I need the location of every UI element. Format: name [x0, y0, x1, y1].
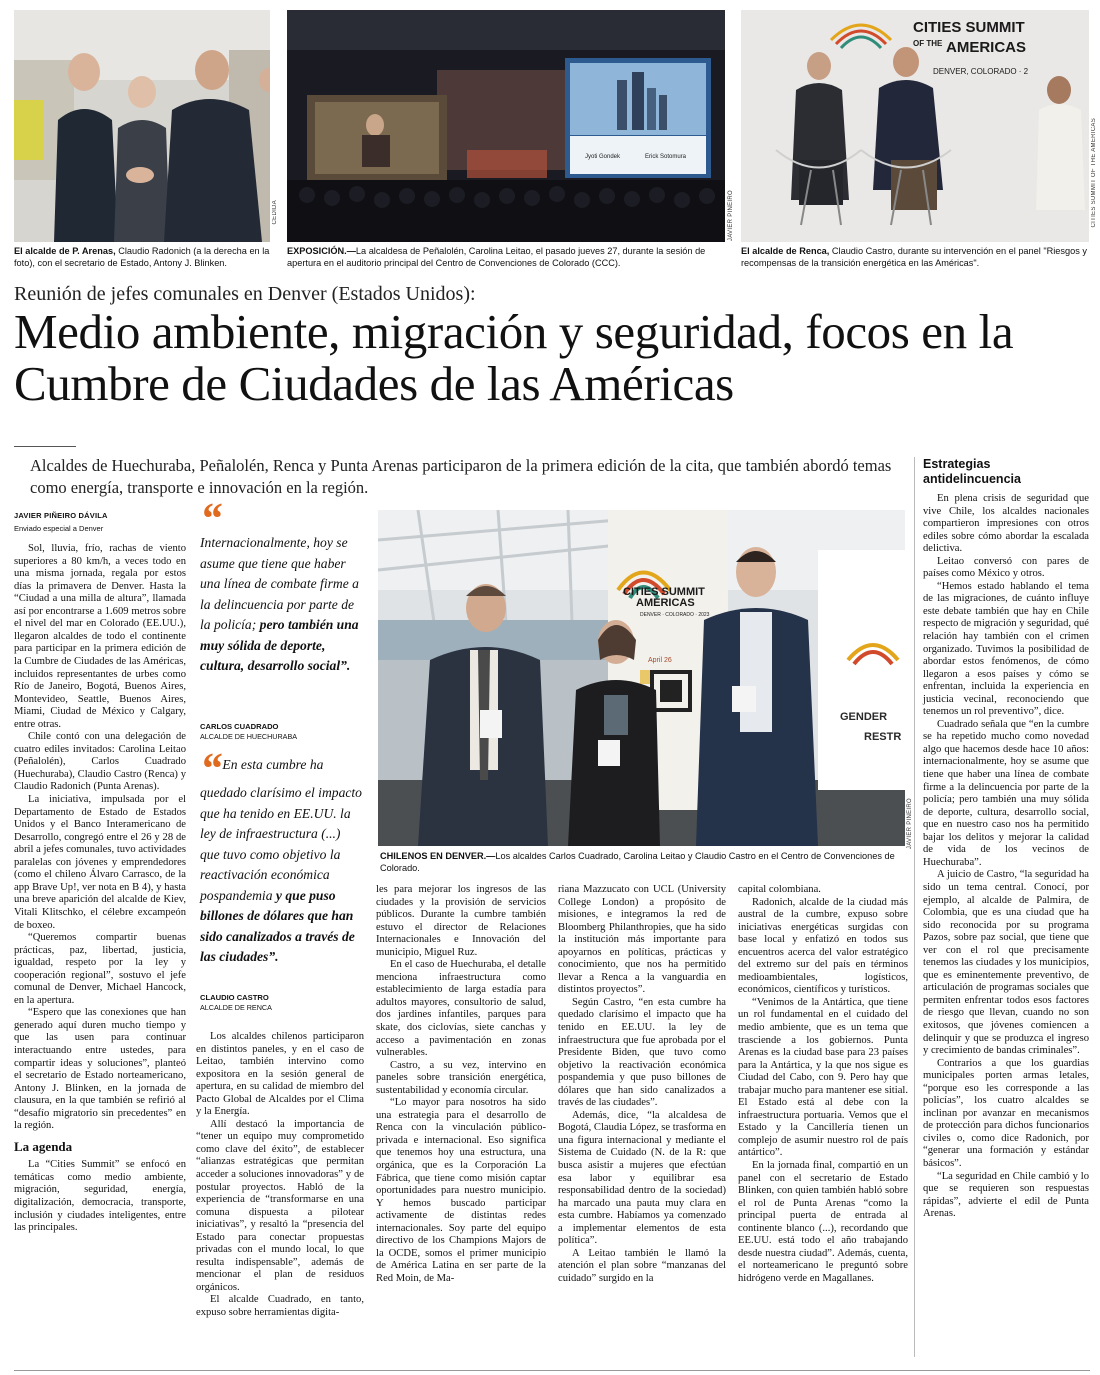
col6-paragraph: A juicio de Castro, “la seguridad ha sido un tema central. Conocí, por ejemplo, al alcalde de Palmira, de Colombia, que es una ciudad que ha sido reconocida por su programa Pazos, sobre paz social, que tiene que ver con el rol que precisamente tenemos las ciudades y los municipios, que es eminentemente preventivo, de articulación de programas sociales que permiten enfrentar todos esos factores de riesgo que llevan, cuando no son exitosos, que jóvenes comiencen a delinquir y que se produzca el ingreso y crecimiento de bandas criminales”.: [923, 869, 1089, 1057]
quote-cuadrado-highlight: pero también una muy sólida de deporte, cultura, desarrollo social”.: [200, 617, 359, 673]
col1-paragraph: “Espero que las conexiones que han generado aquí duren mucho tiempo y que las usen para continuar interactuando entre ustedes, para compartir ideas y soluciones”, planteó el secretario de Estado norteamericano, Antony J. Blinken, en la jornada de clausura, en la que también se refirió al “desafío migratorio sin precedentes” en la región.: [14, 1007, 186, 1132]
col4-paragraph: Además, dice, “la alcaldesa de Bogotá, Claudia López, se trasforma en una figura internacional y mediante el Sistema de Cuidado (N. de la R: que busca asistir a mujeres que efectúan esa labor y equilibrar esa responsabilidad dentro de la sociedad) ha marcado una pauta muy clara en esta cumbre. Habíamos ya comenzado a implementar elementos de esta política”.: [558, 1109, 726, 1247]
caption-chilenos-lead: CHILENOS EN DENVER.—: [380, 851, 496, 861]
headline: Medio ambiente, migración y seguridad, focos en la Cumbre de Ciudades de las Américas: [14, 304, 1014, 411]
photo-credit-cities-summit: CITIES SUMMIT OF THE AMERICAS: [1091, 118, 1097, 228]
col4-paragraph: Según Castro, “en esta cumbre ha quedado clarísimo el impacto que ha tenido en EE.UU. la ley de infraestructura que fue aprobada por el Presidente Biden, que tuvo como objetivo la reactivación económica pospandemia y que puso billones de dólares que han sido canalizados a través de las ciudades”.: [558, 996, 726, 1109]
deck: Alcaldes de Huechuraba, Peñalolén, Renca y Punta Arenas participaron de la primera edición de la cita, que también abordó temas como energía, transporte e innovación en la región.: [30, 456, 892, 497]
column-5: [738, 884, 908, 1286]
photo-chilenos-illustration: [378, 510, 905, 846]
bottom-rule: [14, 1370, 1090, 1371]
caption-exposicion: [287, 245, 725, 269]
quote-castro: [200, 744, 362, 968]
col1-paragraph: “Queremos compartir buenas prácticas, paz, libertad, justicia, igualdad, respeto por la ley y cooperación regional”, sostuvo el jefe comunal de Denver, Michael Hancock, en la apertura.: [14, 932, 186, 1006]
col4-paragraph: riana Mazzucato con UCL (University College London) a propósito de misiones, e integramos la red de Bloomberg Philanthropies, que ha sido la institución más importante para apoyarnos en políticas, prácticas y conocimiento, que nos ha permitido llevar a Renca a la vanguardia en distintos proyectos”.: [558, 884, 726, 996]
photo-auditorium: [287, 10, 725, 242]
quote-cuadrado-role: ALCALDE DE HUECHURABA: [200, 732, 298, 741]
col2-paragraph: Allí destacó la importancia de “tener un equipo muy comprometido como clave del éxito”, de establecer “alianzas estratégicas que permitan acceder a soluciones innovadoras” y de postular proyectos. Habló de la experiencia de “transformarse en una comuna dispuesta a pilotear iniciativas”, y resaltó la “presencia del Estado para conectar propuestas privadas con el mundo local, lo que resulta indispensable”, además de mencionar el plan de residuos orgánicos.: [196, 1118, 364, 1293]
banner-of-the: OF THE: [913, 39, 943, 48]
caption-blinken: [14, 245, 274, 269]
col5-paragraph: Radonich, alcalde de la ciudad más austral de la cumbre, expuso sobre iniciativas energéticas surgidas con base local y enfatizó en todos sus encuentros acerca del valor estratégico del extremo sur del país en términos medioambientales, logísticos, económicos, científicos y turísticos.: [738, 896, 908, 996]
screen-speaker-2: Erick Sotomura: [645, 154, 687, 160]
screen-speaker-1: Jyoti Gondek: [585, 154, 621, 160]
column-2: [196, 1031, 364, 1320]
col3-paragraph: En el caso de Huechuraba, el detalle menciona infraestructura como establecimiento de larga estadía para adultos mayores, consultorio de salud, dos jardines infantiles, parques para skate, dos ciclovías, siete canchas y acceso a pavimentación en zonas vulnerables.: [376, 959, 546, 1059]
col6-paragraph: Cuadrado señala que “en la cumbre se ha repetido mucho como novedad algo que hacemos desde hace 10 años: internacionalmente, hoy se asume que tiene que haber una línea de combate firme a la delincuencia por parte de la policía; pero también una muy sólida de deporte, cultura, desarrollo social, que en nuestro caso nos ha permitido bajar los delitos y mejorar la calidad de vida de los vecinos de Huechuraba”.: [923, 718, 1089, 868]
col4-paragraph: A Leitao también le llamó la atención el plan sobre “manzanas del cuidado” surgido en la: [558, 1247, 726, 1284]
quote-cuadrado-name: CARLOS CUADRADO: [200, 722, 279, 731]
rule-under-headline: [14, 446, 76, 447]
col6-paragraph: “La seguridad en Chile cambió y lo que se requieren son respuestas rápidas”, advierte el edil de Punta Arenas.: [923, 1170, 1089, 1220]
photo-renca-panel-illustration: [741, 10, 1089, 242]
main-banner-cities-summit: CITIES SUMMIT: [623, 586, 705, 598]
quote-castro-name: CLAUDIO CASTRO: [200, 993, 269, 1002]
main-sign-gender: GENDER: [840, 711, 888, 723]
photo-credit-cedida: CEDIDA: [272, 200, 278, 225]
caption-renca-text: Claudio Castro, durante su intervención en el panel "Riesgos y recompensas de la transición energética en las Américas".: [741, 246, 1087, 268]
banner-denver: DENVER, COLORADO · 2: [933, 67, 1029, 76]
photo-blinken-illustration: [14, 10, 270, 242]
col6-paragraph: “Hemos estado hablando el tema de las migraciones, de cuánto influye este debate también que hay en Chile respecto de migración y seguridad, qué relación hay también con el crimen organizado. Tuvimos la posibilidad de abordar estos fenómenos, de cómo llegaron a esos países y cómo se enfrentan, incluida la experiencia en justicia vecinal, reconociendo que tenemos un rol preventivo”, dice.: [923, 580, 1089, 718]
caption-chilenos-text: Los alcaldes Carlos Cuadrado, Carolina Leitao y Claudio Castro en el Centro de Convenciones de Colorado.: [380, 851, 895, 873]
col5-paragraph: En la jornada final, compartió en un panel con el secretario de Estado Blinken, con quien también habló sobre el rol de Punta Arenas “como la principal puerta de entrada al continente blanco (...), recordando que EE.UU. está todo el año trabajando desde nuestra ciudad”. Además, cuenta, el norteamericano le preguntó sobre hidrógeno verde en Magallanes.: [738, 1160, 908, 1284]
main-sign-restr: RESTR: [864, 731, 902, 743]
col6-paragraph: Leitao conversó con pares de países como México y otros.: [923, 555, 1089, 580]
main-sign-date: April 26: [648, 657, 672, 664]
quote-castro-highlight: y que puso billones de dólares que han sido canalizados a través de las ciudades”.: [200, 887, 355, 964]
agenda-subhead: La agenda: [14, 1138, 73, 1154]
column-divider: [914, 457, 915, 1357]
photo-credit-pineiro-2: JAVIER PIÑEIRO: [907, 798, 913, 850]
quote-cuadrado: [200, 494, 360, 677]
column-4: [558, 884, 726, 1286]
col6-paragraph: En plena crisis de seguridad que vive Chile, los alcaldes nacionales compartieron impresiones con otros ediles sobre cómo abordar la escalada delictiva.: [923, 493, 1089, 555]
caption-exposicion-lead: EXPOSICIÓN.—: [287, 246, 356, 256]
col3-paragraph: les para mejorar los ingresos de las ciudades y la provisión de servicios públicos. Durante la cumbre también estuvo el director de Relaciones Internacionales e Innovación del municipio, Miguel Ruz.: [376, 884, 546, 958]
byline-name: JAVIER PIÑEIRO DÁVILA: [14, 511, 108, 520]
col2-paragraph: Los alcaldes chilenos participaron en distintos paneles, y en el caso de Leitao, también intervino como expositora en la sesión general de apertura, en su calidad de miembro del Pacto Global de Alcaldes por el Clima y la Energía.: [196, 1031, 364, 1118]
strategies-subhead: Estrategias antidelincuencia: [923, 457, 1021, 486]
col3-paragraph: “Lo mayor para nosotros ha sido una estrategia para el desarrollo de Renca con la vinculación público-privada e internacional. Eso significa que tenemos hoy una estructura, una orgánica, que es la Corporación La Fábrica, que tiene como misión captar oportunidades para nuestro municipio. Y hemos buscado participar activamente de distintas redes internacionales. Soy parte del equipo directivo de los Champions Majors de la OCDE, somos el primer municipio de América Latina en ser parte de la Red Moin, de Ma-: [376, 1097, 546, 1284]
kicker: Reunión de jefes comunales en Denver (Estados Unidos):: [14, 283, 476, 305]
photo-auditorium-illustration: [287, 10, 725, 242]
caption-blinken-text: Claudio Radonich (a la derecha en la foto), con el secretario de Estado, Antony J. Blinken.: [14, 246, 270, 268]
col2-paragraph: El alcalde Cuadrado, en tanto, expuso sobre herramientas digita-: [196, 1294, 364, 1319]
photo-renca-panel: [741, 10, 1089, 242]
photo-chilenos-en-denver: [378, 510, 905, 846]
banner-cities-summit: CITIES SUMMIT: [913, 19, 1025, 36]
quote-mark-icon: “: [200, 744, 219, 793]
quote-castro-text: En esta cumbre ha quedado clarísimo el impacto que ha tenido en EE.UU. la ley de infraestructura (...) que tuvo como objetivo la reactivación económica pospandemia: [200, 757, 362, 903]
main-banner-denver: DENVER · COLORADO · 2023: [640, 612, 710, 618]
column-6: [923, 493, 1089, 1221]
column-1: [14, 510, 186, 1235]
caption-renca-lead: El alcalde de Renca,: [741, 246, 830, 256]
caption-exposicion-text: La alcaldesa de Peñalolén, Carolina Leitao, el pasado jueves 27, durante la sesión de apertura en el auditorio principal del Centro de Convenciones de Colorado (CCC).: [287, 246, 706, 268]
col1-paragraph: Sol, lluvia, frío, rachas de viento superiores a 80 km/h, a veces todo en una misma jornada, regala por estos días la primavera de Denver. Hasta la “Ciudad a una milla de altura”, llamada así por encontrarse a 1.609 metros sobre el nivel del mar en Colorado (EE.UU.), llegaron alcaldes de todo el continente para participar en la primera edición de la Cumbre de Ciudades de las Américas, incluidos representantes de urbes como Río de Janeiro, Bogotá, Buenos Aires, Montevideo, Seattle, Buenos Aires, Miami, Ciudad de México y Calgary, entre otras.: [14, 543, 186, 730]
col1-paragraph: La iniciativa, impulsada por el Departamento de Estado de Estados Unidos y el Banco Interamericano de Desarrollo, congregó entre el 26 y 28 de abril a jefes comunales, tuvo actividades paralelas con jóvenes y emprendedores (como el chileno Álvaro Carrasco, de la app Brave Up!, ver nota en B 4), y hasta una breve aparición del alcalde de Kiev, Vitali Klitschko, el célebre excampeón de boxeo.: [14, 794, 186, 931]
quote-mark-icon: “: [200, 494, 219, 543]
photo-blinken-handshake: [14, 10, 270, 242]
col5-paragraph: “Venimos de la Antártica, que tiene un rol fundamental en el cuidado del medio ambiente, que es un tema que trasciende a los gobiernos. Punta Arenas es la ciudad base para 23 países para la Antártica, y la que nos sigue es Ciudad del Cabo, con 9. Pero hay que trabajar mucho para mantener ese sitial. El Estado está al debe con la infraestructura portuaria. Vemos que el Estado y la Cancillería tienen un complejo de asumir nuestro rol de país antártico”.: [738, 996, 908, 1159]
col3-paragraph: Castro, a su vez, intervino en paneles sobre transición energética, sustentabilidad y economía circular.: [376, 1059, 546, 1096]
agenda-paragraph: La “Cities Summit” se enfocó en temáticas como medio ambiente, migración, seguridad, energía, digitalización, democracia, transporte, inclusión y ciudades inteligentes, entre las principales.: [14, 1159, 186, 1234]
column-3: [376, 884, 546, 1286]
caption-blinken-lead: El alcalde de P. Arenas,: [14, 246, 116, 256]
quote-castro-role: ALCALDE DE RENCA: [200, 1003, 272, 1012]
col1-paragraph: Chile contó con una delegación de cuatro ediles invitados: Carolina Leitao (Peñalolén), Carlos Cuadrado (Huechuraba), Claudio Castro (Renca) y Claudio Radonich (Punta Arenas).: [14, 731, 186, 793]
col6-paragraph: Contrarios a que los guardias municipales porten armas letales, “porque eso les corresponde a las policías”, los cuatro alcaldes se inclinan por avanzar en mecanismos de protección para dichos funcionarios civiles o, como dice Radonich, por “generar una formación y estándar básicos”.: [923, 1057, 1089, 1169]
caption-chilenos: [380, 850, 904, 874]
main-banner-americas: AMERICAS: [636, 597, 695, 609]
quote-cuadrado-text: Internacionalmente, hoy se asume que tiene que haber una línea de combate firme a la delincuencia por parte de la policía;: [200, 535, 359, 632]
caption-renca: [741, 245, 1091, 269]
photo-credit-pineiro-1: JAVIER PIÑEIRO: [728, 190, 734, 242]
byline-role: Enviado especial a Denver: [14, 523, 104, 533]
banner-americas: AMERICAS: [946, 39, 1027, 56]
col5-paragraph: capital colombiana.: [738, 884, 821, 895]
